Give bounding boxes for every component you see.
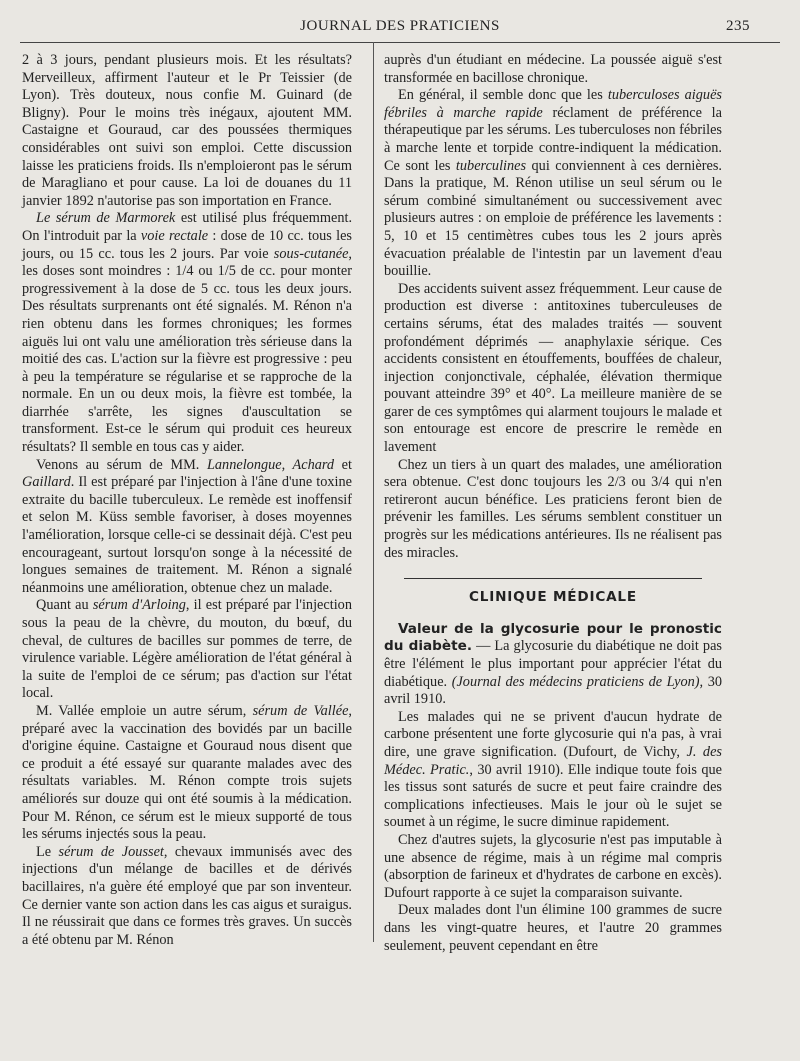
paragraph: Le sérum de Jousset, chevaux immunisés avec des injections d'un mélange de bacilles et de dérivés bacillaires, n'a guère été employé que par son inventeur. Ce dernier vante son action dans les cas aigus et suraigus. Il ne réussirait que dans ce formes très graves. Un succès a été obtenu par M. Rénon — [22, 843, 353, 948]
paragraph: Chez un tiers à un quart des malades, une amélioration sera obtenue. C'est donc toujours les 2/3 ou 3/4 qui n'en retireront aucun bénéfice. Les praticiens feront bien de prévenir les familles. Les sérums semblent constituer un progrès sur les médications antérieures. Ils ne réalisent pas des miracles. — [384, 456, 722, 561]
paragraph: Le sérum de Marmorek est utilisé plus fréquemment. On l'introduit par la voie rectale : dose de 10 cc. tous les jours, ou 15 cc. tous les 2 jours. Par voie sous-cutanée, les doses sont moindres : 1/4 ou 1/5 de cc. pour monter progressivement à la dose de 5 cc. tous les deux jours. Des résultats surprenants ont été signalés. M. Rénon n'a rien obtenu dans les formes chroniques; les formes aiguës lui ont valu une amélioration très sérieuse dans la moitié des cas. L'action sur la fièvre est progressive : peu à peu la température se régularise et se rapproche de la normale. En un ou deux mois, la fièvre est tombée, la diarrhée s'arrête, les signes d'auscultation se transforment. Est-ce le sérum qui produit ces heureux résultats? Il semble en tous cas y aider. — [22, 210, 353, 456]
header-rule — [20, 42, 780, 43]
paragraph: Des accidents suivent assez fréquemment. Leur cause de production est diverse : antitoxines tuberculeuses de certains sérums, état des malades traités — souvent profondément déprimés — anaphylaxie sérique. Ces accidents consistent en étouffements, bouffées de chaleur, injection conjonctivale, céphalée, élévation thermique pouvant atteindre 39° et 40°. La meilleure manière de se garer de ces symptômes qui alarment toujours le malade et son entourage est encore de prescrire le remède en lavement — [384, 280, 722, 456]
section-title: CLINIQUE MÉDICALE — [469, 589, 637, 606]
section-rule — [404, 578, 702, 579]
paragraph: Deux malades dont l'un élimine 100 grammes de sucre dans les vingt-quatre heures, et l'autre 20 grammes seulement, peuvent cependant en être — [384, 902, 722, 954]
journal-title: JOURNAL DES PRATICIENS — [300, 18, 500, 34]
running-head — [20, 14, 780, 38]
column-divider — [373, 42, 374, 942]
paragraph: Chez d'autres sujets, la glycosurie n'est pas imputable à une absence de régime, mais à un régime mal compris (absorption de farineux et d'hydrates de carbone en excès). Dufourt rapporte à ce sujet la comparaison suivante. — [384, 831, 722, 901]
right-column — [384, 52, 722, 955]
paragraph: Venons au sérum de MM. Lannelongue, Achard et Gaillard. Il est préparé par l'injection à l'âne d'une toxine extraite du bacille tuberculeux. Le remède est inoffensif et selon M. Küss semble favoriser, à doses moyennes l'amélioration, lorsque celle-ci se dessinait déjà. C'est peu encourageant, surtout lorsqu'on songe à la nécessité de longues semaines de traitement. M. Rénon a signalé néanmoins une amélioration, obtenue chez un malade. — [22, 456, 352, 596]
paragraph: Quant au sérum d'Arloing, il est préparé par l'injection sous la peau de la chèvre, du mouton, du bœuf, du cheval, de cultures de bacilles sur pommes de terre, de virulence variable. Légère amélioration de l'état général à la suite de l'emploi de ce sérum; pas d'action sur l'état local. — [22, 597, 352, 702]
section-heading — [384, 578, 722, 607]
paragraph: auprès d'un étudiant en médecine. La poussée aiguë s'est transformée en bacillose chronique. — [384, 52, 722, 86]
paragraph: M. Vallée emploie un autre sérum, sérum de Vallée, préparé avec la vaccination des bovidés par un bacille d'origine équine. Castaigne et Gouraud nous disent que ce produit a été essayé sur quarante malades avec des résultats variables. M. Rénon compte trois sujets améliorés sur douze qui ont été soumis à la médication. Pour M. Rénon, ce sérum est le mieux supporté de tous les sérums injectés sous la peau. — [22, 702, 352, 843]
article-title: Valeur de la glycosurie pour le pronostic du diabète. — [384, 620, 722, 655]
paragraph: 2 à 3 jours, pendant plusieurs mois. Et les résultats? Merveilleux, affirment l'auteur et le Pr Teissier (de Lyon). Très douteux, nous confie M. Guinard (de Bligny). Pour le moins très inégaux, ajoutent MM. Castaigne et Gouraud, car des poussées thermiques considérables ont suivi son emploi. Cette discussion laisse les praticiens froids. Ils n'emploieront pas le sérum de Maragliano et pour cause. La loi de douanes du 11 janvier 1892 n'autorise pas son importation en France. — [22, 52, 352, 209]
left-column — [22, 52, 352, 949]
page-number: 235 — [726, 18, 750, 34]
paragraph: Les malades qui ne se privent d'aucun hydrate de carbone présentent une forte glycosurie qui n'a pas, à vrai dire, une grave signification. (Dufourt, de Vichy, J. des Médec. Pratic., 30 avril 1910). Elle indique toute fois que les tissus sont saturés de sucre et peut faire craindre des complications infectieuses. Mais le jour où le sujet se soumet à un régime, le sucre diminue rapidement. — [384, 708, 722, 831]
paragraph: En général, il semble donc que les tuberculoses aiguës fébriles à marche rapide réclament de préférence la thérapeutique par les sérums. Les tuberculoses non fébriles à marche lente et torpide contre-indiquent la médication. Ce sont les tuberculines qui conviennent à ces dernières. Dans la pratique, M. Rénon utilise un seul sérum ou le sérum combiné simultanément ou successivement avec plusieurs autres : on emploie de préférence les lavements : 5, 10 et 15 centimètres cubes tous les 2 jours après évacuation préalable de l'intestin par un lavement d'eau bouillie. — [384, 87, 722, 280]
article-lead: Valeur de la glycosurie pour le pronostic du diabète. — La glycosurie du diabétique ne doit pas être l'élément le plus important pour apprécier l'état du diabétique. (Journal des médecins praticiens de Lyon), 30 avril 1910. — [384, 620, 722, 708]
